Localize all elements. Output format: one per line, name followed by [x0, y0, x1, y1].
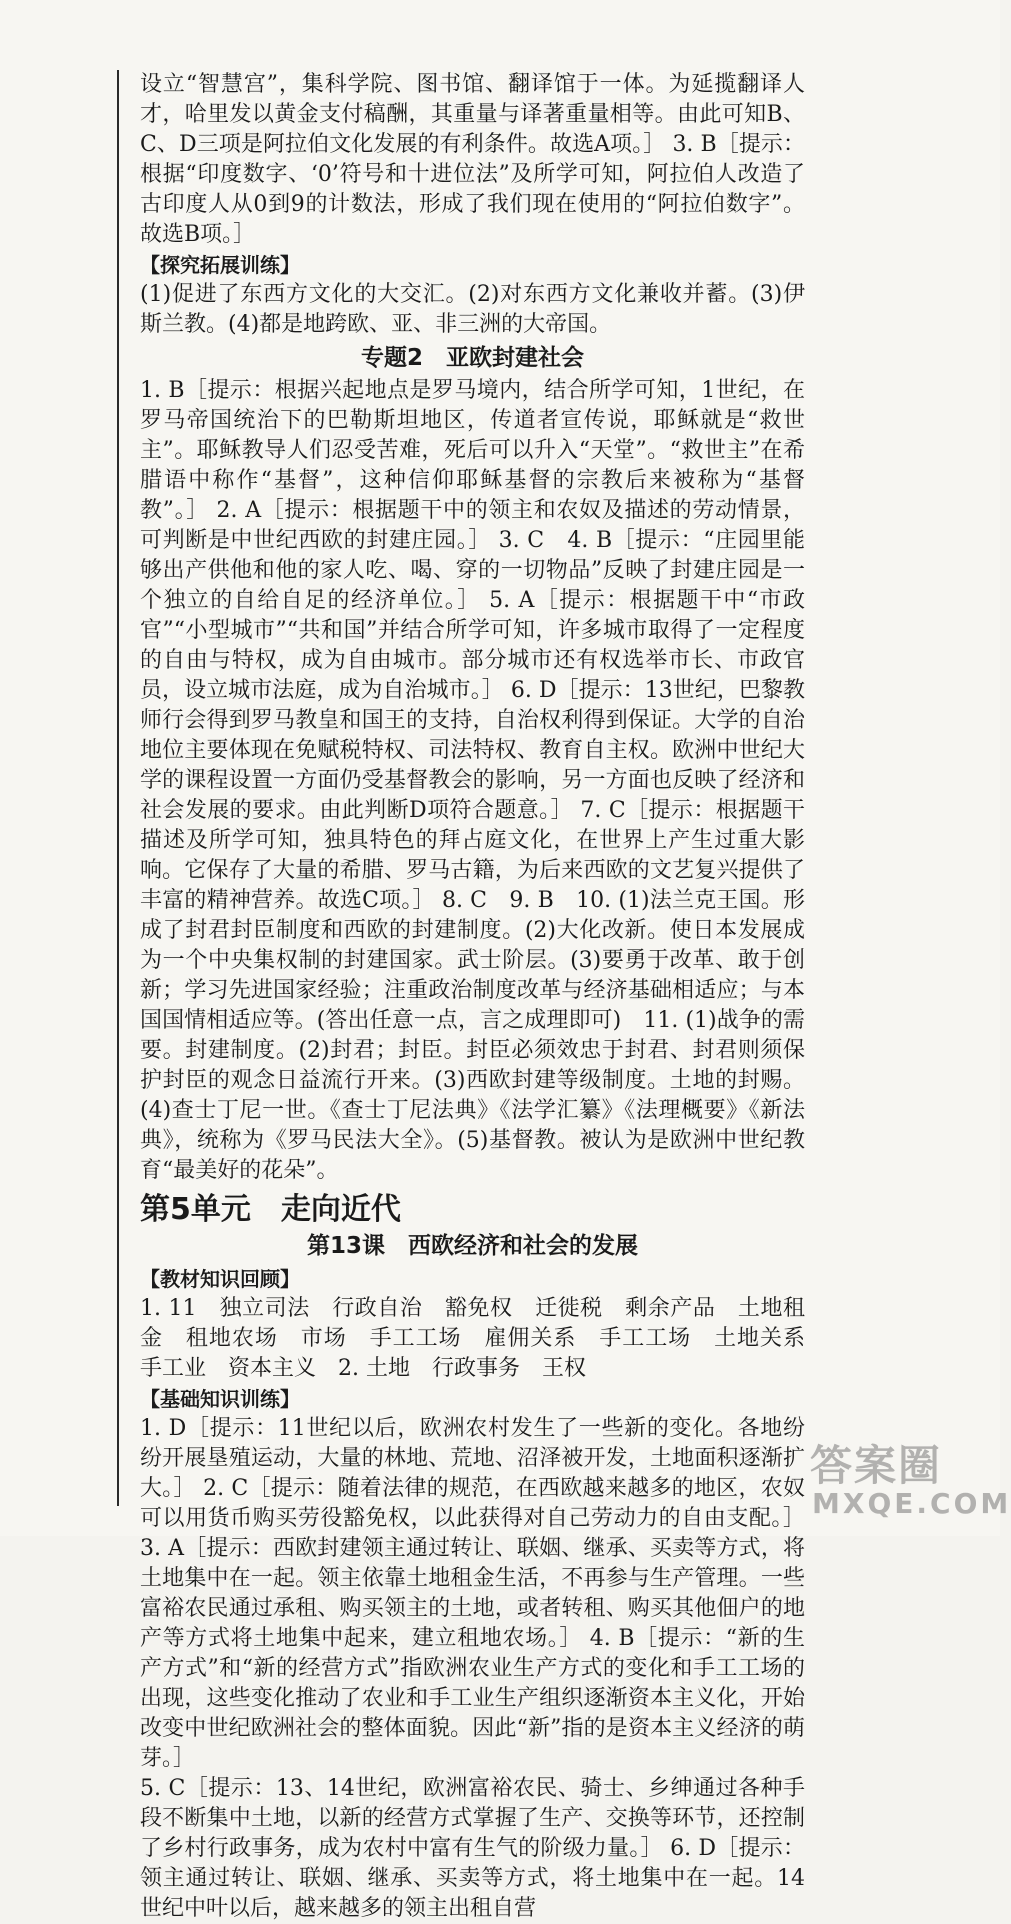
topic-answer-paragraph: 1. B［提示：根据兴起地点是罗马境内，结合所学可知，1世纪，在罗马帝国统治下的巴勒斯坦地区，传道者宣传说，耶稣就是“救世主”。耶稣教导人们忍受苦难，死后可以升入“天堂”。“救世主”在希腊语中称作“基督”，这种信仰耶稣基督的宗教后来被称为“基督教”。］ 2. A［提示：根据题干中的领主和农奴及描述的劳动情景，可判断是中世纪西欧的封建庄园。］ 3. C 4. B［提示：“庄园里能够出产供他和他的家人吃、喝、穿的一切物品”反映了封建庄园是一个独立的自给自足的经济单位。］ 5. A［提示：根据题干中“市政官”“小型城市”“共和国”并结合所学可知，许多城市取得了一定程度的自由与特权，成为自由城市。部分城市还有权选举市长、市政官员，设立城市法庭，成为自治城市。］ 6. D［提示：13世纪，巴黎教师行会得到罗马教皇和国王的支持，自治权利得到保证。大学的自治地位主要体现在免赋税特权、司法特权、教育自主权。欧洲中世纪大学的课程设置一方面仍受基督教会的影响，另一方面也反映了经济和社会发展的要求。由此判断D项符合题意。］ 7. C［提示：根据题干描述及所学可知，独具特色的拜占庭文化，在世界上产生过重大影响。它保存了大量的希腊、罗马古籍，为后来西欧的文艺复兴提供了丰富的精神营养。故选C项。］ 8. C 9. B 10. (1)法兰克王国。形成了封君封臣制度和西欧的封建制度。(2)大化改新。使日本发展成为一个中央集权制的封建国家。武士阶层。(3)要勇于改革、敢于创新；学习先进国家经验；注重政治制度改革与经济基础相适应；与本国国情相适应等。(答出任意一点，言之成理即可) 11. (1)战争的需要。封建制度。(2)封君；封臣。封臣必须效忠于封君、封君则须保护封臣的观念日益流行开来。(3)西欧封建等级制度。土地的封赐。(4)查士丁尼一世。《查士丁尼法典》《法学汇纂》《法理概要》《新法典》，统称为《罗马民法大全》。(5)基督教。被认为是欧洲中世纪教育“最美好的花朵”。	[140, 378, 805, 1183]
continued-answer-paragraph: 设立“智慧宫”，集科学院、图书馆、翻译馆于一体。为延揽翻译人才，哈里发以黄金支付稿酬，其重量与译著重量相等。由此可知B、C、D三项是阿拉伯文化发展的有利条件。故选A项。］ 3. B［提示：根据“印度数字、‘0’符号和十进位法”及所学可知，阿拉伯人改造了古印度人从0到9的计数法，形成了我们现在使用的“阿拉伯数字”。故选B项。］	[140, 72, 805, 247]
section-tag-review: 【教材知识回顾】	[140, 1267, 300, 1291]
section-tag-basic: 【基础知识训练】	[140, 1387, 300, 1411]
answer-content	[140, 70, 828, 1924]
review-answer-paragraph: 1. 11 独立司法 行政自治 豁免权 迁徙税 剩余产品 土地租金 租地农场 市场 手工工场 雇佣关系 手工工场 土地关系 手工业 资本主义 2. 土地 行政事务 王权	[140, 1296, 828, 1381]
basic-answer-paragraph: 1. D［提示：11世纪以后，欧洲农村发生了一些新的变化。各地纷纷开展垦殖运动，大量的林地、荒地、沼泽被开发，土地面积逐渐扩大。］ 2. C［提示：随着法律的规范，在西欧越来越多的地区，农奴可以用货币购买劳役豁免权，以此获得对自己劳动力的自由支配。］ 3. A［提示：西欧封建领主通过转让、联姻、继承、买卖等方式，将土地集中在一起。领主依靠土地租金生活，不再参与生产管理。一些富裕农民通过承租、购买领主的土地，或者转租、购买其他佃户的地产等方式将土地集中起来，建立租地农场。］ 4. B［提示：“新的生产方式”和“新的经营方式”指欧洲农业生产方式的变化和手工工场的出现，这些变化推动了农业和手工业生产组织逐渐资本主义化，开始改变中世纪欧洲社会的整体面貌。因此“新”指的是资本主义经济的萌芽。］	[140, 1416, 805, 1771]
extension-answer-paragraph: (1)促进了东西方文化的大交汇。(2)对东西方文化兼收并蓄。(3)伊斯兰教。(4)都是地跨欧、亚、非三洲的大帝国。	[140, 282, 805, 337]
watermark-text-domain: MXQE.COM	[812, 1487, 1011, 1520]
lesson-heading: 第13课 西欧经济和社会的发展	[306, 1233, 638, 1259]
watermark-logo	[790, 1431, 1011, 1526]
section-tag-extension: 【探究拓展训练】	[140, 253, 300, 277]
unit-heading: 第5单元 走向近代	[140, 1192, 401, 1227]
topic-heading: 专题2 亚欧封建社会	[360, 345, 584, 371]
watermark-text-cn: 答案圈	[810, 1441, 943, 1490]
left-margin-rule	[117, 70, 119, 1506]
basic-answer-paragraph-continued: 5. C［提示：13、14世纪，欧洲富裕农民、骑士、乡绅通过各种手段不断集中土地，以新的经营方式掌握了生产、交换等环节，还控制了乡村行政事务，成为农村中富有生气的阶级力量。］ 6. D［提示：领主通过转让、联姻、继承、买卖等方式，将土地集中在一起。14世纪中叶以后，越来越多的领主出租自营	[140, 1776, 805, 1921]
